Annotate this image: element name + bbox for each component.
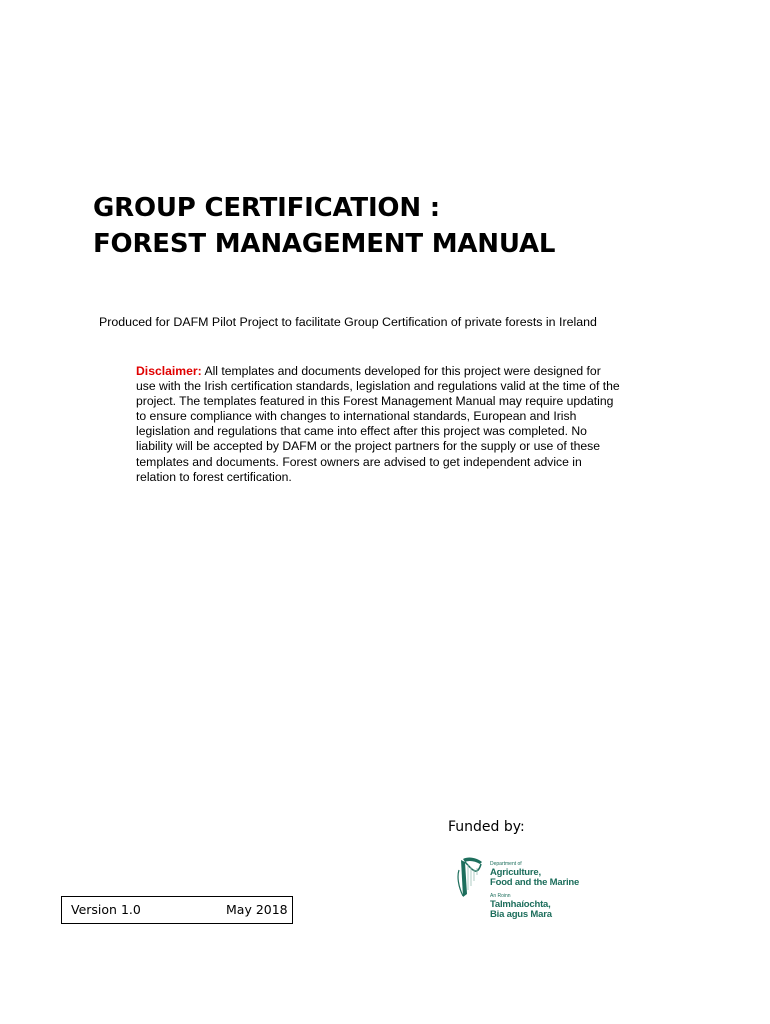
document-subtitle: Produced for DAFM Pilot Project to facilitate Group Certification of private forests in Ireland (99, 315, 597, 329)
disclaimer-label: Disclaimer: (136, 364, 202, 378)
title-line-2: FOREST MANAGEMENT MANUAL (93, 229, 556, 259)
logo-line-talmhaiochta: Talmhaíochta, (490, 899, 551, 910)
logo-line-department: Department of (490, 861, 522, 867)
version-box (61, 896, 293, 924)
document-title (93, 190, 555, 262)
version-date: May 2018 (226, 902, 288, 917)
title-line-1: GROUP CERTIFICATION : (93, 193, 440, 223)
logo-line-an-roinn: An Roinn (490, 893, 511, 899)
logo-line-food-marine: Food and the Marine (490, 876, 580, 888)
logo-line-agriculture: Agriculture, (490, 867, 541, 878)
harp-logo-icon (455, 856, 487, 898)
dafm-logo-text (490, 862, 579, 919)
dafm-logo (455, 856, 605, 922)
version-label: Version 1.0 (71, 902, 141, 917)
logo-line-bia-agus-mara: Bia agus Mara (490, 908, 552, 920)
funded-by-label: Funded by: (448, 819, 525, 835)
disclaimer-text: All templates and documents developed for this project were designed for use with the Irish certification standards, legislation and regulations valid at the time of the project. The templates featured in this Forest Management Manual may require updating to ensure compliance with changes to international standards, European and Irish legislation and regulations that came into effect after this project was completed. No liability will be accepted by DAFM or the project partners for the supply or use of these templates and documents. Forest owners are advised to get independent advice in relation to forest certification. (136, 364, 620, 484)
disclaimer-paragraph (136, 364, 622, 485)
